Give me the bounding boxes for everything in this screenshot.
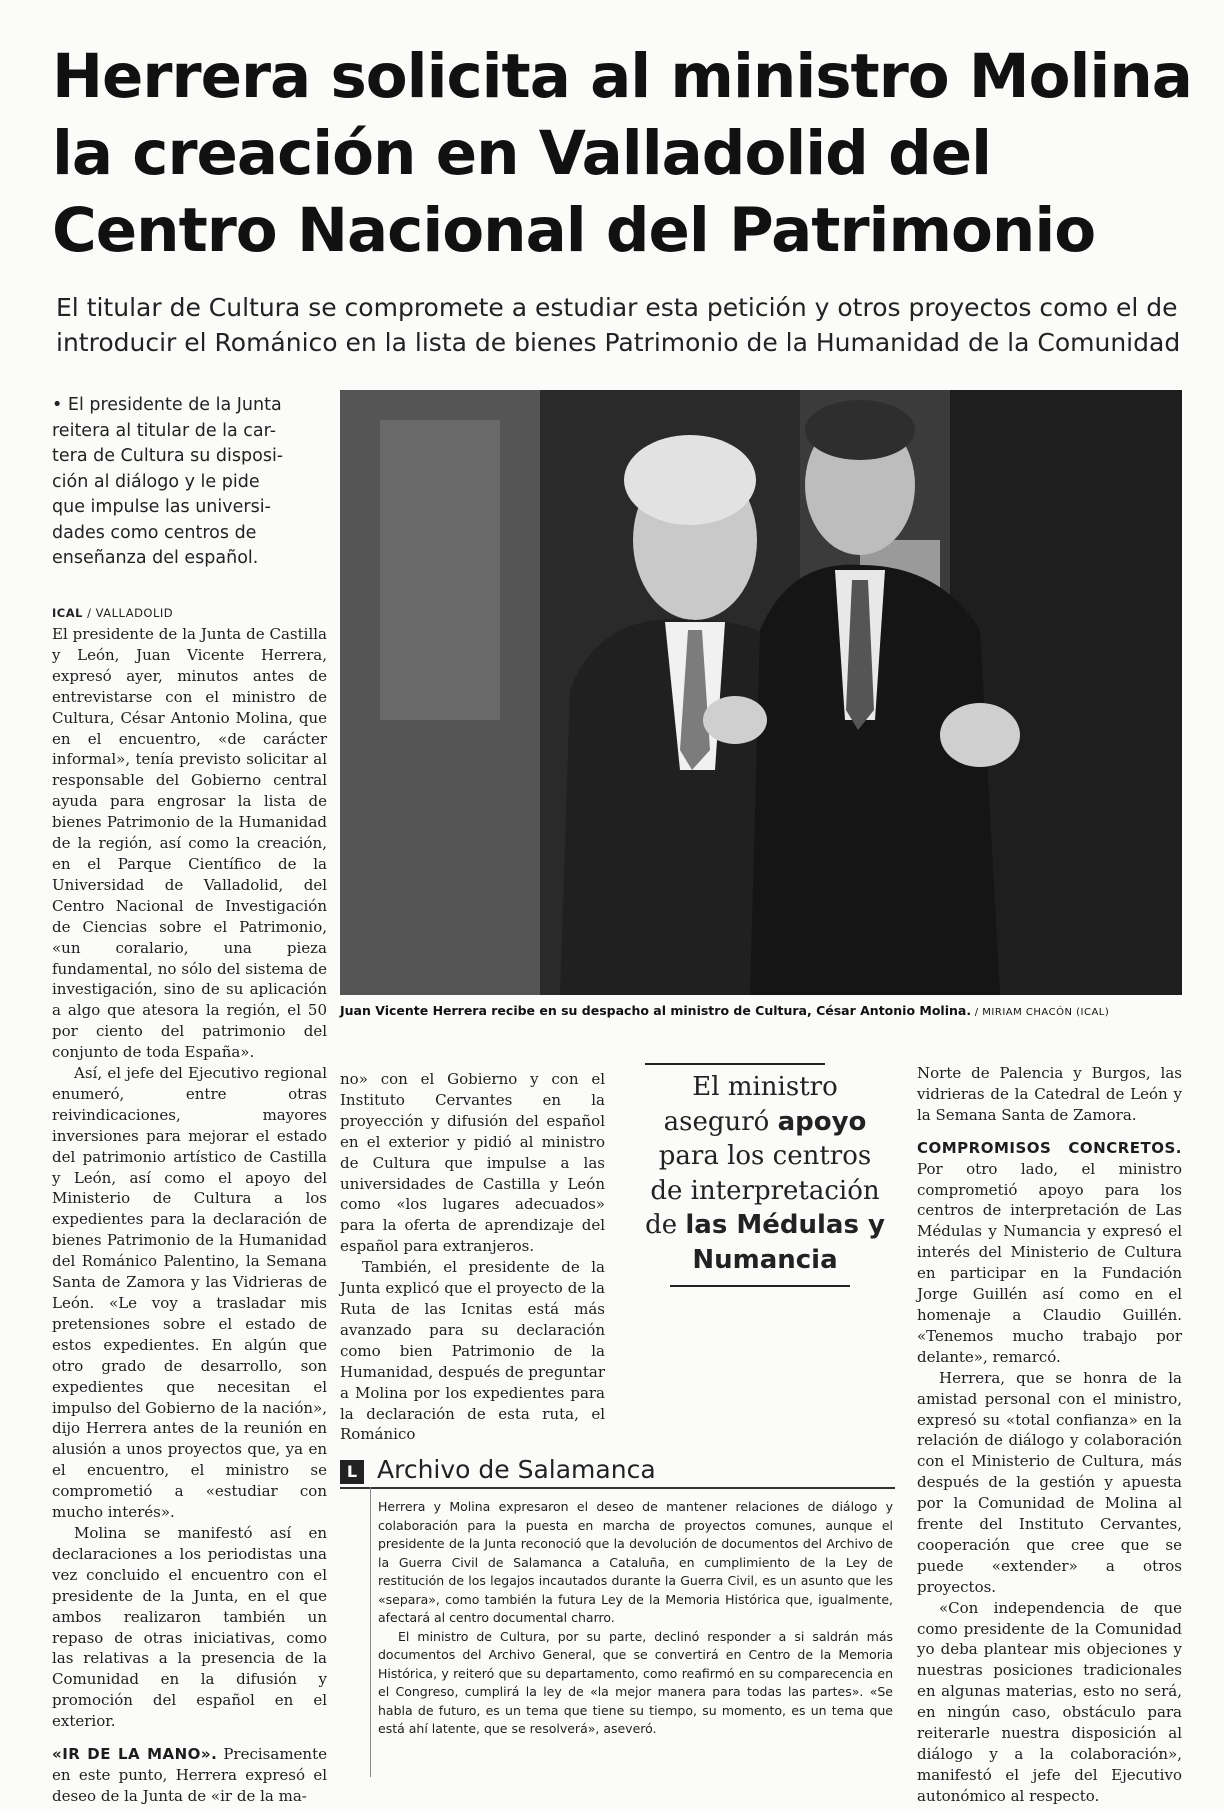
paragraph	[917, 1138, 1182, 1368]
archive-body	[378, 1498, 893, 1739]
pullquote-top-rule	[645, 1063, 825, 1065]
paragraph: Molina se manifestó así en declaraciones a los periodistas una vez concluido el encuentro con el presidente de la Junta, en el que ambos realizaron también un repaso de otras iniciativas, como las relativas a la presencia de la Comunidad en la difusión y promoción del español en el exterior.	[52, 1523, 327, 1731]
lead-line: reitera al titular de la car-	[52, 420, 277, 441]
pullquote-line: de interpretación	[650, 1175, 880, 1206]
section-text: Por otro lado, el ministro comprometió apoyo para los centros de interpretación de Las Médulas y Numancia y expresó el interés del Ministerio de Cultura en participar en la Fundación Jorge Guillén así como en el homenaje a Claudio Guillén. «Tenemos mucho trabajo por delante», remarcó.	[917, 1159, 1182, 1366]
news-photo	[340, 390, 1182, 995]
section-heading: COMPROMISOS CONCRETOS.	[917, 1138, 1182, 1157]
pullquote-text: de	[645, 1210, 686, 1240]
photo-illustration	[340, 390, 1182, 995]
paragraph: Herrera, que se honra de la amistad personal con el ministro, expresó su «total confianza» en la relación de diálogo y colaboración con el Ministerio de Cultura, más después de la gestión y apuesta por la Comunidad de Molina al frente del Instituto Cervantes, cooperación que cree que se puede «extender» a otros proyectos.	[917, 1368, 1182, 1596]
photo-caption	[340, 1003, 1182, 1018]
archive-title: Archivo de Salamanca	[377, 1455, 656, 1484]
paragraph: El ministro de Cultura, por su parte, declinó responder a si saldrán más documentos del Archivo General, que se convertirá en Centro de la Memoria Histórica, y reiteró que su departamento, como reafirmó en su comparecencia en el Congreso, cumplirá la ley de «la mejor manera para todas las partes». «Se habla de futuro, es un tema que tiene su tiempo, su momento, es un tema que está ahí latente, que se resolverá», aseveró.	[378, 1628, 893, 1736]
pullquote	[640, 1070, 890, 1277]
pullquote-bottom-rule	[670, 1285, 850, 1287]
paragraph: Herrera y Molina expresaron el deseo de mantener relaciones de diálogo y colaboración para la puesta en marcha de proyectos comunes, aunque el presidente de la Junta reconoció que la devolución de documentos del Archivo de la Guerra Civil de Salamanca a Cataluña, en cumplimiento de la Ley de restitución de los legajos incautados durante la Guerra Civil, es un asunto que les «separa», como también la futura Ley de la Memoria Histórica que, igualmente, afectará al centro documental charro.	[378, 1499, 893, 1625]
paragraph: Norte de Palencia y Burgos, las vidrieras de la Catedral de León y la Semana Santa de Zamora.	[917, 1064, 1182, 1124]
pullquote-text: aseguró	[663, 1106, 778, 1137]
lead-line: enseñanza del español.	[52, 548, 259, 568]
pullquote-line	[640, 1208, 890, 1243]
headline	[52, 38, 1192, 269]
column-2	[340, 1069, 605, 1445]
lead-line: • El presidente de la Junta	[52, 395, 282, 415]
headline-line: Centro Nacional del Patrimonio	[52, 195, 1096, 266]
paragraph	[52, 1744, 327, 1807]
section-marker-icon: L	[340, 1460, 364, 1484]
pullquote-line: Numancia	[692, 1244, 838, 1275]
pullquote-line: para los centros	[658, 1141, 872, 1171]
paragraph: El presidente de la Junta de Castilla y León, Juan Vicente Herrera, expresó ayer, minutos antes de entrevistarse con el ministro de Cultura, César Antonio Molina, que en el encuentro, «de carácter informal», tenía previsto solicitar al responsable del Gobierno central ayuda para engrosar la lista de bienes Patrimonio de la Humanidad de la región, así como la creación, en el Parque Científico de la Universidad de Valladolid, del Centro Nacional de Investigación de Ciencias sobre el Patrimonio, «un coralario, una pieza fundamental, no sólo del sistema de investigación, sino de su aplicación a algo que atesora la región, el 50 por ciento del patrimonio del conjunto de toda España».	[52, 625, 327, 1062]
paragraph: Así, el jefe del Ejecutivo regional enumeró, entre otras reivindicaciones, mayores inversiones para mejorar el estado del patrimonio artístico de Castilla y León, así como el apoyo del Ministerio de Cultura a los expedientes para la declaración de bienes Patrimonio de la Humanidad del Románico Palentino, la Semana Santa de Zamora y las Vidrieras de León. «Le voy a trasladar mis pretensiones sobre el estado de estos expedientes. En algún que otro grado de desarrollo, son expedientes que necesitan el impulso del Gobierno de la nación», dijo Herrera antes de la reunión en alusión a unos proyectos que, ya en el encuentro, el ministro se comprometió a «estudiar con mucho interés».	[52, 1064, 327, 1522]
paragraph: «Con independencia de que como presidente de la Comunidad yo deba plantear mis objeciones y nuestras posiciones tradicionales en algunas materias, esto no será, en ningún caso, obstáculo para reiterarle nuestra disposición al diálogo y a la colaboración», manifestó el jefe del Ejecutivo autonómico al respecto.	[917, 1598, 1182, 1805]
section-heading: «IR DE LA MANO».	[52, 1745, 218, 1764]
subheadline	[56, 290, 1196, 360]
headline-line: la creación en Valladolid del	[52, 118, 992, 189]
column-4	[917, 1063, 1182, 1807]
paragraph: También, el presidente de la Junta explicó que el proyecto de la Ruta de las Icnitas está más avanzado para su declaración como bien Patrimonio de la Humanidad, después de preguntar a Molina por los expedientes para la declaración de esta ruta, el Románico	[340, 1258, 605, 1444]
subheadline-line: introducir el Románico en la lista de bienes Patrimonio de la Humanidad de la Comunidad	[56, 328, 1181, 357]
lead-line: dades como centros de	[52, 522, 257, 543]
lead-line: tera de Cultura su disposi-	[52, 446, 284, 466]
byline	[52, 606, 327, 620]
pullquote-line: El ministro	[692, 1072, 838, 1102]
byline-agency: ICAL	[52, 606, 83, 620]
caption-text: Juan Vicente Herrera recibe en su despacho al ministro de Cultura, César Antonio Molina.	[340, 1003, 972, 1018]
paragraph: no» con el Gobierno y con el Instituto Cervantes en la proyección y difusión del español en el exterior y pidió al ministro de Cultura que impulse a las universidades de Castilla y León como «los lugares adecuados» para la oferta de aprendizaje del español para extranjeros.	[340, 1070, 605, 1256]
archive-rule	[340, 1487, 895, 1489]
pullquote-emphasis: apoyo	[777, 1106, 867, 1137]
subheadline-line: El titular de Cultura se compromete a estudiar esta petición y otros proyectos como el de	[56, 293, 1178, 322]
headline-line: Herrera solicita al ministro Molina	[52, 41, 1192, 112]
pullquote-line	[640, 1105, 890, 1140]
lead-line: que impulse las universi-	[52, 497, 271, 517]
photo-credit: / MIRIAM CHACÓN (ICAL)	[971, 1007, 1110, 1018]
lead-summary	[52, 393, 297, 572]
archive-vertical-rule	[370, 1487, 371, 1777]
section-text: Precisamente en este punto, Herrera expresó el deseo de la Junta de «ir de la ma-	[52, 1745, 327, 1805]
pullquote-emphasis: las Médulas y	[685, 1210, 885, 1240]
column-1	[52, 624, 327, 1807]
lead-line: ción al diálogo y le pide	[52, 471, 260, 492]
byline-place: / VALLADOLID	[82, 606, 174, 620]
